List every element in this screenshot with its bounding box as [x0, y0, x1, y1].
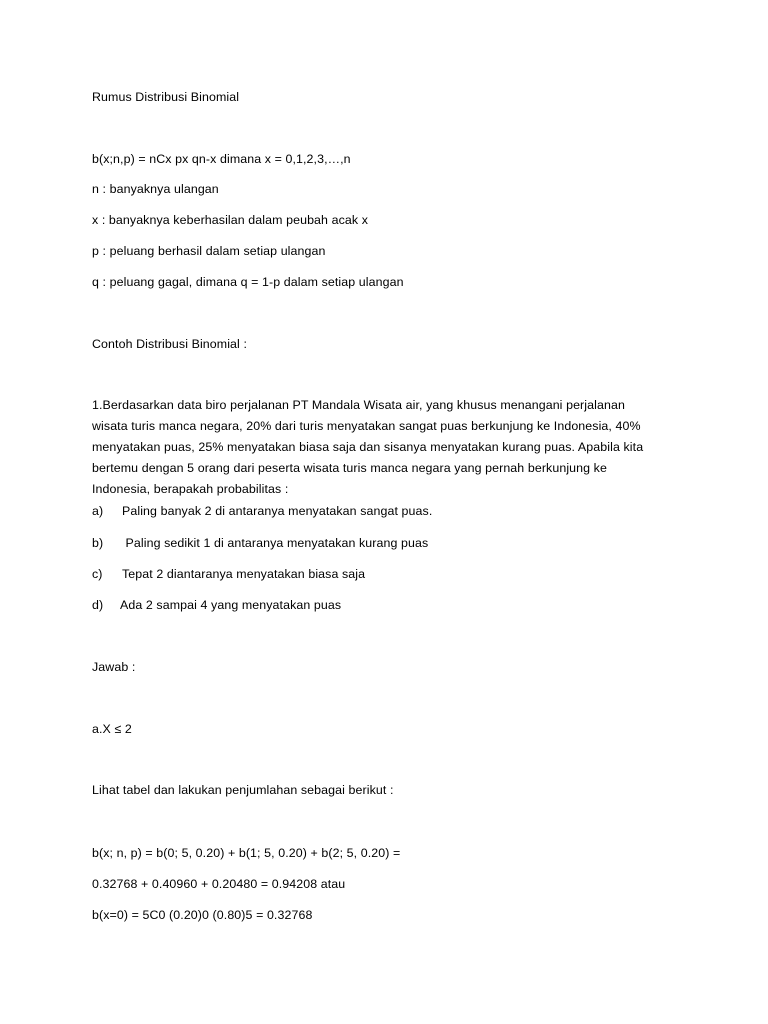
question-marker: b): [92, 536, 104, 550]
example-heading: Contoh Distribusi Binomial :: [92, 337, 247, 351]
definition-p: p : peluang berhasil dalam setiap ulangan: [92, 244, 326, 258]
calc-line-3: b(x=0) = 5C0 (0.20)0 (0.80)5 = 0.32768: [92, 908, 313, 922]
binomial-formula: b(x;n,p) = nCx px qn-x dimana x = 0,1,2,3,…,n: [92, 152, 351, 166]
question-text: Paling banyak 2 di antaranya menyatakan sangat puas.: [122, 504, 433, 518]
question-text: Paling sedikit 1 di antaranya menyatakan kurang puas: [122, 536, 429, 550]
question-a: [92, 503, 432, 519]
definition-q: q : peluang gagal, dimana q = 1-p dalam setiap ulangan: [92, 275, 404, 289]
answer-heading: Jawab :: [92, 660, 136, 674]
question-text: Tepat 2 diantaranya menyatakan biasa saja: [122, 567, 366, 581]
definition-x: x : banyaknya keberhasilan dalam peubah acak x: [92, 213, 368, 227]
answer-a-condition: a.X ≤ 2: [92, 722, 132, 736]
calc-line-2: 0.32768 + 0.40960 + 0.20480 = 0.94208 atau: [92, 877, 346, 891]
question-d: [92, 597, 341, 613]
document-title: Rumus Distribusi Binomial: [92, 90, 240, 104]
question-c: [92, 566, 365, 582]
instruction-text: Lihat tabel dan lakukan penjumlahan sebagai berikut :: [92, 783, 394, 797]
calc-line-1: b(x; n, p) = b(0; 5, 0.20) + b(1; 5, 0.20) + b(2; 5, 0.20) =: [92, 846, 401, 860]
question-marker: a): [92, 504, 104, 518]
problem-statement: 1.Berdasarkan data biro perjalanan PT Mandala Wisata air, yang khusus menangani perjalanan wisata turis manca negara, 20% dari turis menyatakan sangat puas berkunjung ke Indonesia, 40% menyatakan puas, 25% menyatakan biasa saja dan sisanya menyatakan kurang puas. Apabila kita bertemu dengan 5 orang dari peserta wisata turis manca negara yang pernah berkunjung ke Indonesia, berapakah probabilitas :: [92, 398, 644, 496]
question-text: Ada 2 sampai 4 yang menyatakan puas: [120, 598, 342, 612]
question-b: [92, 535, 428, 551]
question-marker: c): [92, 567, 103, 581]
question-marker: d): [92, 598, 104, 612]
definition-n: n : banyaknya ulangan: [92, 182, 219, 196]
